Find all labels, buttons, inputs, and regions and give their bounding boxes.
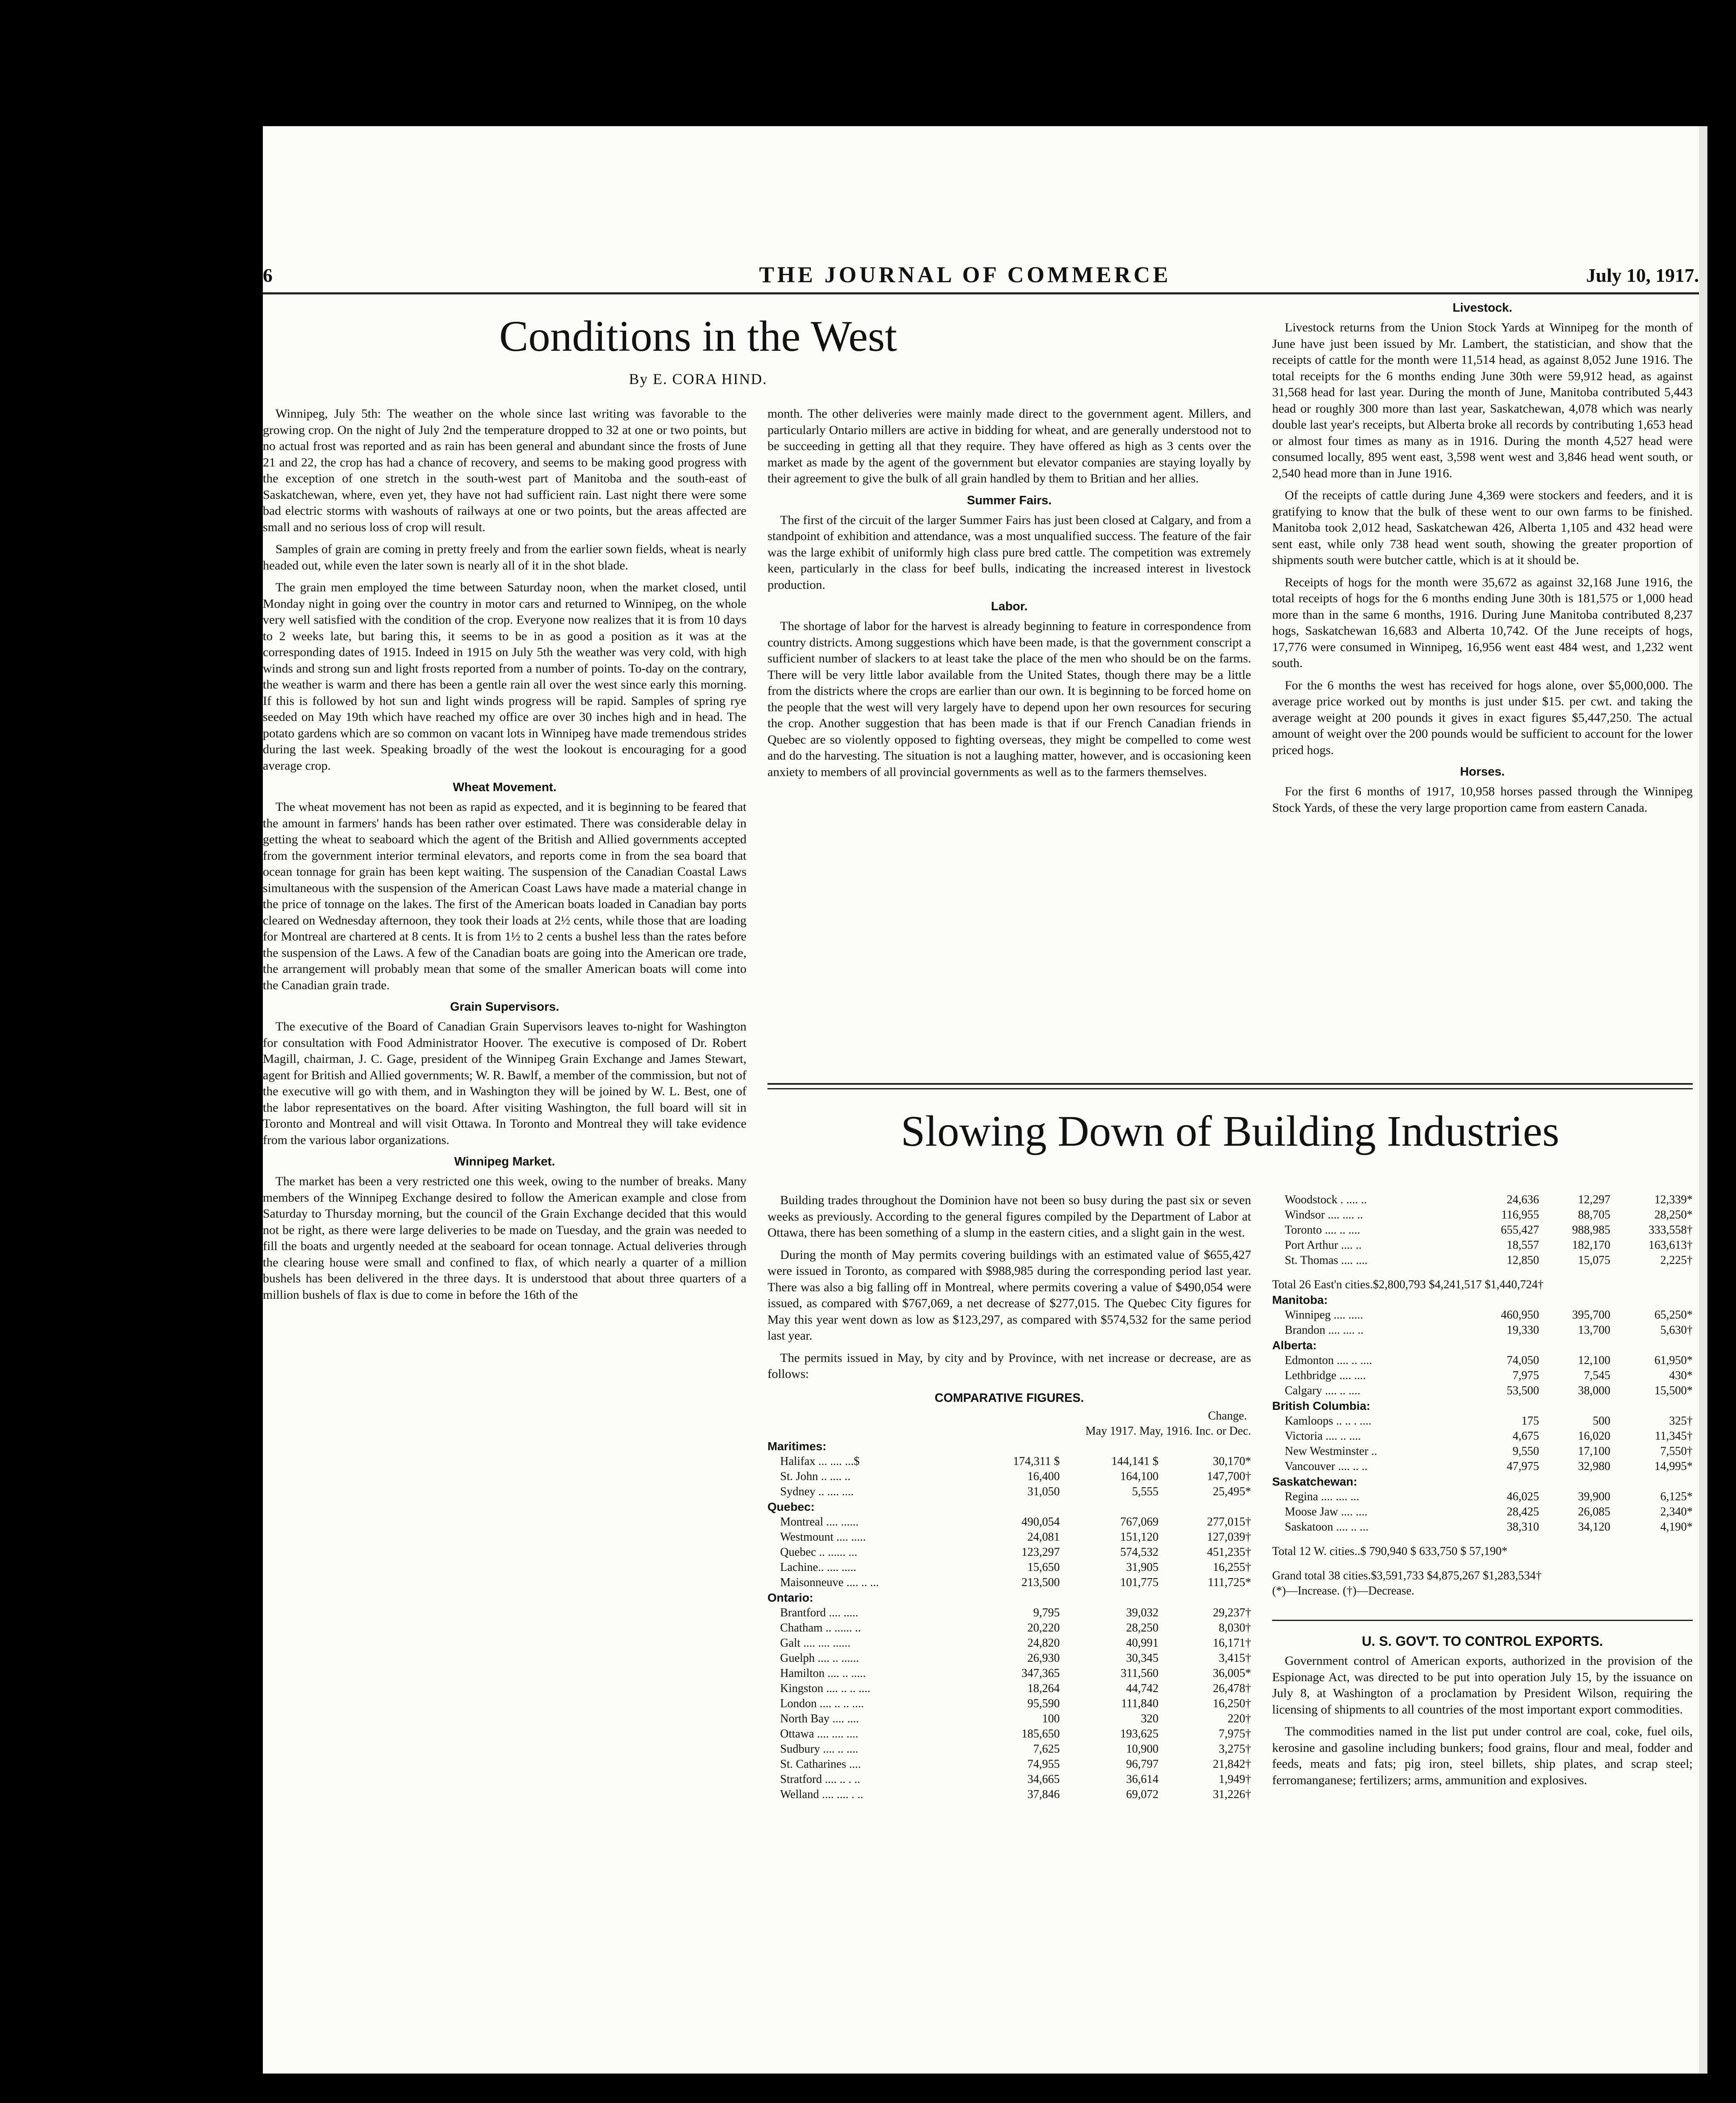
value-may-1917: 26,930 <box>1027 1652 1060 1665</box>
table-row <box>767 1727 1251 1742</box>
city-name: Saskatoon .... .. ... <box>1285 1520 1369 1534</box>
value-may-1917: 7,625 <box>1033 1743 1060 1756</box>
table-row <box>767 1560 1251 1575</box>
value-change: 28,250* <box>1654 1208 1693 1221</box>
value-may-1916: 101,775 <box>1120 1576 1159 1589</box>
table-row <box>767 1787 1251 1802</box>
value-may-1916: 26,085 <box>1578 1505 1611 1518</box>
paragraph: Building trades throughout the Dominion have not been so busy during the past six or seven weeks as previously. According to the general figures compiled by the Department of Labor at Ottawa, there has been something of a slump in the eastern cities, and a slight gain in the west. <box>767 1193 1251 1240</box>
building-column-a <box>767 1192 1251 1802</box>
value-may-1916: 144,141 $ <box>1111 1455 1159 1468</box>
table-row <box>1272 1559 1693 1584</box>
value-may-1917: 34,665 <box>1027 1773 1060 1786</box>
city-name: Sudbury .... .. .... <box>780 1743 858 1756</box>
table-column-heads: May 1917. May, 1916. Inc. or Dec. <box>1085 1425 1251 1438</box>
city-name: Moose Jaw .... .... <box>1285 1505 1368 1518</box>
value-may-1916: 31,905 <box>1126 1561 1159 1574</box>
value-may-1916: 111,840 <box>1121 1697 1159 1710</box>
value-may-1916: 36,614 <box>1126 1773 1159 1786</box>
value-change: 147,700† <box>1207 1470 1251 1483</box>
city-name: Halifax ... .... ...$ <box>780 1455 860 1468</box>
city-name: Quebec .. ...... ... <box>780 1546 857 1559</box>
value-change: 3,275† <box>1219 1743 1251 1756</box>
value-may-1917: 4,675 <box>1512 1430 1539 1443</box>
city-name: Brandon .... .... .. <box>1285 1324 1364 1337</box>
table-row <box>767 1590 1251 1605</box>
value-change: 220† <box>1228 1712 1251 1725</box>
table-row <box>767 1515 1251 1530</box>
value-may-1916: 69,072 <box>1126 1788 1159 1801</box>
value-may-1917: 19,330 <box>1506 1324 1539 1337</box>
value-change: 3,415† <box>1219 1652 1251 1665</box>
value-change: 12,339* <box>1654 1193 1693 1206</box>
value-may-1916: 311,560 <box>1120 1667 1159 1680</box>
value-change: 6,125* <box>1660 1490 1693 1503</box>
value-change: 21,842† <box>1213 1758 1251 1771</box>
paragraph: For the first 6 months of 1917, 10,958 horses passed through the Winnipeg Stock Yards, of these the very large proportion came from eastern Canada. <box>1272 784 1693 815</box>
column-1 <box>263 406 746 1309</box>
city-name: Woodstock . .... .. <box>1285 1193 1367 1206</box>
page-number: 6 <box>263 265 273 286</box>
table-row <box>1272 1293 1693 1308</box>
running-header <box>263 252 1699 290</box>
table-row <box>767 1484 1251 1499</box>
value-may-1916: 767,069 <box>1120 1515 1159 1528</box>
table-row <box>1272 1398 1693 1414</box>
paragraph: Winnipeg, July 5th: The weather on the whole since last writing was favorable to the growing crop. On the night of July 2nd the temperature dropped to 32 at one or two points, but no actual frost was reported and as rain has been general and abundant since the frosts of June 21 and 22, the crop has had a chance of recovery, and seems to be making good progress with the exception of one stretch in the south-west part of Manitoba and the south-east of Saskatchewan, where, even yet, they have not had sufficient rain. Last night there were some bad electric storms with washouts of railways at one or two points, but the areas affected are small and no serious loss of crop will result. <box>263 407 746 534</box>
table-row <box>1272 1444 1693 1459</box>
value-may-1917: 9,795 <box>1033 1606 1060 1619</box>
city-name: Welland .... .... . .. <box>780 1788 863 1801</box>
value-change: 11,345† <box>1655 1430 1693 1443</box>
journal-name: THE JOURNAL OF COMMERCE <box>759 262 1171 287</box>
value-may-1917: 174,311 $ <box>1013 1455 1060 1468</box>
province-heading: Alberta: <box>1272 1339 1317 1352</box>
table-row <box>1272 1238 1693 1253</box>
value-change: 14,995* <box>1654 1460 1693 1473</box>
comparative-table-right <box>1272 1192 1693 1599</box>
value-change: 5,630† <box>1660 1324 1693 1337</box>
value-may-1916: 12,100 <box>1578 1354 1611 1367</box>
value-may-1917: 12,850 <box>1506 1254 1539 1267</box>
value-may-1917: 460,950 <box>1500 1308 1539 1322</box>
table-row <box>767 1681 1251 1696</box>
value-change: 451,235† <box>1207 1546 1251 1559</box>
table-row <box>767 1636 1251 1651</box>
subhead-livestock: Livestock. <box>1453 301 1512 315</box>
byline: By E. CORA HIND. <box>629 371 767 387</box>
city-name: Kamloops .. .. . .... <box>1285 1414 1372 1428</box>
value-may-1917: 46,025 <box>1506 1490 1539 1503</box>
value-may-1916: 320 <box>1141 1712 1159 1725</box>
value-may-1916: 12,297 <box>1578 1193 1611 1206</box>
value-change: 30,170* <box>1213 1455 1251 1468</box>
value-change: 2,225† <box>1660 1254 1693 1267</box>
city-name: St. Catharines .... <box>780 1758 861 1771</box>
paragraph: Livestock returns from the Union Stock Yards at Winnipeg for the month of June have just been issued by Mr. Lambert, the statistician, and show that the receipts of cattle for the month were 11,514 head, as against 8,052 June 1916. The total receipts for the 6 months ending June 30th were 59,912 head, as against 31,568 head for last year. During the month of June, Manitoba contributed 5,443 head or roughly 300 more than last year, Saskatchewan, 4,078 which was nearly double last year's receipts, but Alberta broke all records by contributing 1,653 head or almost four times as many as in 1916. During the month 4,527 head were consumed locally, 895 went east, 3,598 went west and 3,846 head went south, or 2,540 head more than in June 1916. <box>1272 320 1693 480</box>
value-change: 127,039† <box>1207 1531 1251 1544</box>
city-name: Stratford .... .. . .. <box>780 1773 860 1786</box>
value-may-1917: 74,050 <box>1506 1354 1539 1367</box>
city-name: St. John .. .... .. <box>780 1470 851 1483</box>
table-legend-note: (*)—Increase. (†)—Decrease. <box>1272 1584 1415 1597</box>
value-may-1917: 18,557 <box>1506 1239 1539 1252</box>
table-row <box>767 1605 1251 1621</box>
section-rule <box>1272 1620 1693 1621</box>
value-change: 65,250* <box>1654 1308 1693 1322</box>
value-may-1917: 18,264 <box>1027 1682 1060 1695</box>
table-row <box>1272 1192 1693 1208</box>
value-may-1917: 20,220 <box>1027 1621 1060 1634</box>
value-change: 16,255† <box>1213 1561 1251 1574</box>
value-change: 2,340* <box>1660 1505 1693 1518</box>
table-row <box>767 1772 1251 1787</box>
city-name: New Westminster .. <box>1285 1445 1377 1458</box>
city-name: North Bay .... .... <box>780 1712 859 1725</box>
section-rule <box>767 1088 1693 1089</box>
table-row <box>767 1530 1251 1545</box>
city-name: Chatham .. ...... .. <box>780 1621 861 1634</box>
value-change: 8,030† <box>1219 1621 1251 1634</box>
value-change: 7,550† <box>1660 1445 1693 1458</box>
intro-text <box>263 406 746 774</box>
province-heading: Ontario: <box>767 1591 813 1604</box>
table-row <box>767 1666 1251 1681</box>
table-row <box>767 1469 1251 1484</box>
table-row <box>1272 1253 1693 1268</box>
city-name: Port Arthur .... .. <box>1285 1239 1362 1252</box>
table-row <box>1272 1474 1693 1489</box>
value-may-1916: 39,032 <box>1126 1606 1159 1619</box>
value-may-1916: 39,900 <box>1578 1490 1611 1503</box>
value-may-1917: 347,365 <box>1021 1667 1060 1680</box>
value-may-1917: 74,955 <box>1027 1758 1060 1771</box>
table-row <box>1272 1489 1693 1504</box>
city-name: Kingston .... .. .. .... <box>780 1682 871 1695</box>
table-row <box>1272 1368 1693 1383</box>
value-may-1916: 17,100 <box>1578 1445 1611 1458</box>
building-column-b <box>1272 1192 1693 1794</box>
value-change: 4,190* <box>1660 1520 1693 1534</box>
value-change: 163,613† <box>1649 1239 1693 1252</box>
value-may-1917: 490,054 <box>1021 1515 1060 1528</box>
value-change: 277,015† <box>1207 1515 1251 1528</box>
article-title-building: Slowing Down of Building Industries <box>901 1107 1559 1155</box>
table-row <box>1272 1414 1693 1429</box>
subhead-market: Winnipeg Market. <box>454 1155 555 1168</box>
table-row <box>767 1439 1251 1454</box>
value-may-1917: 185,650 <box>1021 1727 1060 1740</box>
newspaper-page <box>263 126 1699 2074</box>
city-name: Regina .... .... ... <box>1285 1490 1360 1503</box>
value-change: 111,725* <box>1208 1576 1251 1589</box>
value-may-1916: 5,555 <box>1132 1485 1159 1498</box>
value-may-1917: 16,400 <box>1027 1470 1060 1483</box>
table-row <box>767 1499 1251 1515</box>
paragraph: The commodities named in the list put under control are coal, coke, fuel oils, kerosine and gasoline including bunkers; food grains, flour and meal, fodder and feeds, meats and fats; pig iron, steel billets, ship plates, and scrap steel; ferromanganese; fertilizers; arms, ammunition and explosives. <box>1272 1724 1693 1787</box>
city-name: Victoria .... .. .... <box>1285 1430 1361 1443</box>
value-may-1917: 28,425 <box>1506 1505 1539 1518</box>
subhead-horses: Horses. <box>1460 765 1505 779</box>
article-title-exports: U. S. GOV'T. TO CONTROL EXPORTS. <box>1362 1634 1603 1649</box>
city-name: Lachine.. .... ..... <box>780 1561 857 1574</box>
value-may-1916: 30,345 <box>1126 1652 1159 1665</box>
table-row <box>1272 1504 1693 1520</box>
value-may-1916: 7,545 <box>1584 1369 1611 1382</box>
value-change: 1,949† <box>1219 1773 1251 1786</box>
table-row <box>767 1545 1251 1560</box>
value-change: 31,226† <box>1213 1788 1251 1801</box>
value-may-1916: 193,625 <box>1120 1727 1159 1740</box>
value-change: 16,171† <box>1213 1637 1251 1650</box>
column-3-upper <box>1272 294 1693 822</box>
value-may-1917: 213,500 <box>1021 1576 1060 1589</box>
issue-date: July 10, 1917. <box>1586 265 1699 286</box>
table-row <box>1272 1459 1693 1474</box>
value-change: 29,237† <box>1213 1606 1251 1619</box>
value-may-1917: 7,975 <box>1512 1369 1539 1382</box>
value-may-1916: 13,700 <box>1578 1324 1611 1337</box>
value-may-1917: 655,427 <box>1500 1224 1539 1237</box>
value-change: 61,950* <box>1654 1354 1693 1367</box>
paragraph: The first of the circuit of the larger Summer Fairs has just been closed at Calgary, and from a standpoint of exhibition and attendance, was a most unqualified success. The feature of the fair was the large exhibit of uniformly high class pure bred cattle. The competition was extremely keen, particularly in the class for beef bulls, indicating the increased interest in livestock production. <box>767 513 1251 592</box>
value-may-1916: 16,020 <box>1578 1430 1611 1443</box>
table-row <box>1272 1353 1693 1368</box>
value-may-1916: 10,900 <box>1126 1743 1159 1756</box>
value-change: 16,250† <box>1213 1697 1251 1710</box>
value-may-1917: 38,310 <box>1506 1520 1539 1534</box>
value-change: 325† <box>1669 1414 1693 1428</box>
paragraph: The grain men employed the time between Saturday noon, when the market closed, until Monday night in going over the country in motor cars and returned to Winnipeg, on the whole very well satisfied with the condition of the crop. Everyone now realizes that it is from 10 days to 2 weeks late, but baring this, it seems to be in as good a position as it was at the corresponding dates of 1915. Indeed in 1915 on July 5th the weather was very cold, with high winds and strong sun and light frosts reported from a number of points. To-day on the contrary, the weather is warm and there has been a gentle rain all over the west since early this morning. If this is followed by hot sun and light winds progress will be rapid. Samples of spring rye seeded on May 19th which have reached my office are over 30 inches high and in head. The potato gardens which are so common on vacant lots in Winnipeg have made tremendous strides during the last week. Speaking broadly of the west the lookout is encouraging for a good average crop. <box>263 580 746 773</box>
value-may-1916: 182,170 <box>1572 1239 1611 1252</box>
province-heading: Manitoba: <box>1272 1293 1328 1306</box>
paragraph: Receipts of hogs for the month were 35,672 as against 32,168 June 1916, the total receipts of hogs for the 6 months ending June 30th is 181,575 or 1,000 head more than in the same 6 months, 1916. During June Manitoba contributed 8,237 hogs, Saskatchewan 16,683 and Alberta 10,742. Of the June receipts of hogs, 17,776 were consumed in Winnipeg, 16,956 went east 484 west, and 1,232 went south. <box>1272 575 1693 670</box>
table-row <box>767 1742 1251 1757</box>
subhead-labor: Labor. <box>991 600 1028 613</box>
value-may-1917: 15,650 <box>1027 1561 1060 1574</box>
value-may-1917: 95,590 <box>1027 1697 1060 1710</box>
table-row <box>1272 1223 1693 1238</box>
paragraph: The market has been a very restricted one this week, owing to the number of breaks. Many members of the Winnipeg Exchange desired to follow the American example and close from Saturday to Thursday morning, but the council of the Grain Exchange decided that this would not be right, as there were large deliveries to be made on Tuesday, and the grain was needed to fill the boats and urgently needed at the seaboard for ocean tonnage. Actual deliveries through the clearing house were small and confined to flax, of which nearly a quarter of a million bushels has been delivered in the three days. It is understood that about three quarters of a million bushels of flax is due to come in before the 16th of the <box>263 1174 746 1302</box>
paragraph: Samples of grain are coming in pretty freely and from the earlier sown fields, wheat is nearly headed out, while even the later sown is nearly all of it in the shot blade. <box>263 542 746 572</box>
table-row <box>1272 1520 1693 1535</box>
table-row <box>767 1711 1251 1727</box>
table-row <box>767 1696 1251 1711</box>
province-heading: Maritimes: <box>767 1440 827 1453</box>
city-name: Maisonneuve .... .. ... <box>780 1576 879 1589</box>
value-may-1917: 100 <box>1042 1712 1060 1725</box>
city-name: Calgary .... .. .... <box>1285 1384 1360 1397</box>
value-change: 25,495* <box>1213 1485 1251 1498</box>
section-rule <box>767 1083 1693 1085</box>
table-row <box>767 1621 1251 1636</box>
subhead-grain: Grain Supervisors. <box>450 1000 559 1014</box>
table-row <box>1272 1308 1693 1323</box>
city-name: Ottawa .... .... .... <box>780 1727 858 1740</box>
table-row <box>1272 1584 1693 1599</box>
table-total: Total 26 East'n cities.$2,800,793 $4,241,517 $1,440,724† <box>1272 1278 1544 1291</box>
city-name: Galt .... .... ...... <box>780 1637 851 1650</box>
table-caption: COMPARATIVE FIGURES. <box>934 1391 1084 1405</box>
table-row <box>767 1454 1251 1469</box>
value-change: 333,558† <box>1649 1224 1693 1237</box>
city-name: Sydney .. .... .... <box>780 1485 854 1498</box>
value-may-1916: 151,120 <box>1120 1531 1159 1544</box>
city-name: Windsor .... .... .. <box>1285 1208 1363 1221</box>
value-may-1917: 24,636 <box>1506 1193 1539 1206</box>
value-may-1916: 88,705 <box>1578 1208 1611 1221</box>
paragraph: During the month of May permits covering buildings with an estimated value of $655,427 were issued in Toronto, as compared with $988,985 during the corresponding period last year. There was also a big falling off in Montreal, where permits covering a value of $490,054 were issued, as compared with $767,069, a net decrease of $277,015. The Quebec City figures for May this year went down as low as $123,297, as compared with $574,532 for the same period last year. <box>767 1247 1251 1343</box>
value-change: 36,005* <box>1213 1667 1251 1680</box>
table-row <box>1272 1208 1693 1223</box>
city-name: Toronto .... .. .... <box>1285 1224 1360 1237</box>
province-heading: Saskatchewan: <box>1272 1475 1358 1488</box>
value-may-1917: 24,820 <box>1027 1637 1060 1650</box>
value-may-1916: 96,797 <box>1126 1758 1159 1771</box>
value-may-1917: 47,975 <box>1506 1460 1539 1473</box>
value-may-1917: 9,550 <box>1512 1445 1539 1458</box>
value-may-1916: 28,250 <box>1126 1621 1159 1634</box>
value-may-1916: 38,000 <box>1578 1384 1611 1397</box>
table-row <box>767 1757 1251 1772</box>
value-may-1917: 31,050 <box>1027 1485 1060 1498</box>
paragraph: The executive of the Board of Canadian Grain Supervisors leaves to-night for Washington for consultation with Food Administrator Hoover. The executive is composed of Dr. Robert Magill, chairman, J. C. Gage, president of the Winnipeg Grain Exchange and James Stewart, agent for British and Allied governments; W. R. Bawlf, a member of the commission, but not of the executive will go with them, and in Washington they will be joined by W. L. Best, one of the labor representatives on the board. After visiting Washington, the full board will sit in Toronto and Montreal and will visit Ottawa. In Toronto and Montreal they will take evidence from the various labor organizations. <box>263 1020 746 1147</box>
table-col-change: Change. <box>1208 1409 1247 1422</box>
city-name: Montreal .... ...... <box>780 1515 859 1528</box>
table-row <box>1272 1268 1693 1293</box>
table-total: Total 12 W. cities..$ 790,940 $ 633,750 $ 57,190* <box>1272 1545 1508 1558</box>
city-name: St. Thomas .... .... <box>1285 1254 1368 1267</box>
value-may-1916: 34,120 <box>1578 1520 1611 1534</box>
value-may-1916: 395,700 <box>1572 1308 1611 1322</box>
table-row <box>1272 1535 1693 1559</box>
paragraph: The shortage of labor for the harvest is already beginning to feature in correspondence from country districts. Among suggestions which have been made, is that the government conscript a sufficient number of slackers to at least take the place of the men who should be on the farms. There will be very little labor available from the United States, though there may be a little from the districts where the crops are earlier than our own. It is beginning to be forced home on the people that the west will very largely have to depend upon her own resources for securing the crop. Another suggestion that has been made is that if our French Canadian friends in Quebec are so violently opposed to fighting overseas, they might be compelled to come west and do the harvesting. The situation is not a laughing matter, however, and is occasioning keen anxiety to members of all provincial governments as well as to the farmers themselves. <box>767 619 1251 779</box>
value-change: 26,478† <box>1213 1682 1251 1695</box>
table-row <box>1272 1429 1693 1444</box>
paragraph: The permits issued in May, by city and by Province, with net increase or decrease, are as follows: <box>767 1351 1251 1381</box>
city-name: Brantford .... ..... <box>780 1606 858 1619</box>
table-total: Grand total 38 cities.$3,591,733 $4,875,267 $1,283,534† <box>1272 1569 1542 1582</box>
paragraph: Of the receipts of cattle during June 4,369 were stockers and feeders, and it is gratifying to know that the bulk of these went to our own farms to be finished. Manitoba took 2,012 head, Saskatchewan 426, Alberta 1,105 and 432 head were sent east, while only 738 head went south, showing the greater proportion of shipments south were butcher cattle, which is at it should be. <box>1272 488 1693 567</box>
city-name: Westmount .... ..... <box>780 1531 866 1544</box>
city-name: Edmonton .... .. .... <box>1285 1354 1372 1367</box>
subhead-wheat: Wheat Movement. <box>453 781 557 794</box>
city-name: Vancouver .... .. .. <box>1285 1460 1368 1473</box>
city-name: London .... .. .. .... <box>780 1697 864 1710</box>
value-change: 430* <box>1669 1369 1693 1382</box>
table-row <box>1272 1323 1693 1338</box>
article-title-west: Conditions in the West <box>499 312 897 360</box>
value-may-1916: 44,742 <box>1126 1682 1159 1695</box>
value-may-1916: 40,991 <box>1126 1637 1159 1650</box>
city-name: Winnipeg .... ..... <box>1285 1308 1363 1322</box>
table-label-col <box>767 1424 962 1439</box>
value-may-1917: 37,846 <box>1027 1788 1060 1801</box>
table-row <box>767 1575 1251 1590</box>
province-heading: Quebec: <box>767 1500 815 1513</box>
city-name: Lethbridge .... .... <box>1285 1369 1366 1382</box>
table-row <box>1272 1383 1693 1398</box>
value-may-1916: 164,100 <box>1120 1470 1159 1483</box>
comparative-table-left <box>767 1424 1251 1802</box>
value-change: 15,500* <box>1654 1384 1693 1397</box>
city-name: Hamilton .... .. ..... <box>780 1667 866 1680</box>
value-may-1916: 500 <box>1593 1414 1611 1428</box>
subhead-fairs: Summer Fairs. <box>967 493 1052 507</box>
value-may-1916: 574,532 <box>1120 1546 1159 1559</box>
paragraph: Government control of American exports, authorized in the provision of the Espionage Act, was directed to be put into operation July 15, by the issuance on July 8, at Washington of a proclamation by President Wilson, requiring the licensing of shipments to all countries of the most important export commodities. <box>1272 1654 1693 1716</box>
city-name: Guelph .... .. ...... <box>780 1652 859 1665</box>
value-may-1917: 123,297 <box>1021 1546 1060 1559</box>
value-may-1917: 53,500 <box>1506 1384 1539 1397</box>
paragraph: For the 6 months the west has received for hogs alone, over $5,000,000. The average price worked out by months is just under $15. per cwt. and taking the average weight at 200 pounds it gives in exact figures $5,447,250. The actual amount of weight over the 200 pounds would be sufficient to account for the lower priced hogs. <box>1272 678 1693 757</box>
value-may-1917: 116,955 <box>1501 1208 1539 1221</box>
province-heading: British Columbia: <box>1272 1399 1371 1412</box>
value-may-1916: 988,985 <box>1572 1224 1611 1237</box>
value-may-1916: 15,075 <box>1578 1254 1611 1267</box>
value-may-1917: 175 <box>1521 1414 1539 1428</box>
value-may-1917: 24,081 <box>1027 1531 1060 1544</box>
value-change: 7,975† <box>1219 1727 1251 1740</box>
column-2-upper <box>767 406 1251 786</box>
table-row <box>1272 1338 1693 1353</box>
value-may-1916: 32,980 <box>1578 1460 1611 1473</box>
paragraph: The wheat movement has not been as rapid as expected, and it is beginning to be feared that the amount in farmers' hands has been rather over estimated. There was considerable delay in getting the wheat to seaboard which the agent of the British and Allied governments accepted from the government interior terminal elevators, and reports come in from the sea board that ocean tonnage for grain has been kept waiting. The suspension of the Canadian Coastal Laws simultaneous with the suspension of the American Coast Laws have made a material change in the price of tonnage on the lakes. The first of the American boats loaded in Canadian bay ports cleared on Wednesday afternoon, they took their loads at 2½ cents, while those that are loading for Montreal are chartered at 8 cents. It is from 1½ to 2 cents a bushel less than the rates before the suspension of the Laws. A few of the Canadian boats are going into the American ore trade, the arrangement will probably mean that some of the smaller American boats will come into the Canadian grain trade. <box>263 800 746 992</box>
table-row <box>767 1651 1251 1666</box>
paragraph: month. The other deliveries were mainly made direct to the government agent. Millers, and particularly Ontario millers are active in bidding for wheat, and are generally understood not to be succeeding in getting all that they require. They have offered as high as 3 cents over the market as made by the agent of the government but elevator companies are staying loyally by their agreement to give the bulk of all grain handled by them to Britian and her allies. <box>767 407 1251 485</box>
